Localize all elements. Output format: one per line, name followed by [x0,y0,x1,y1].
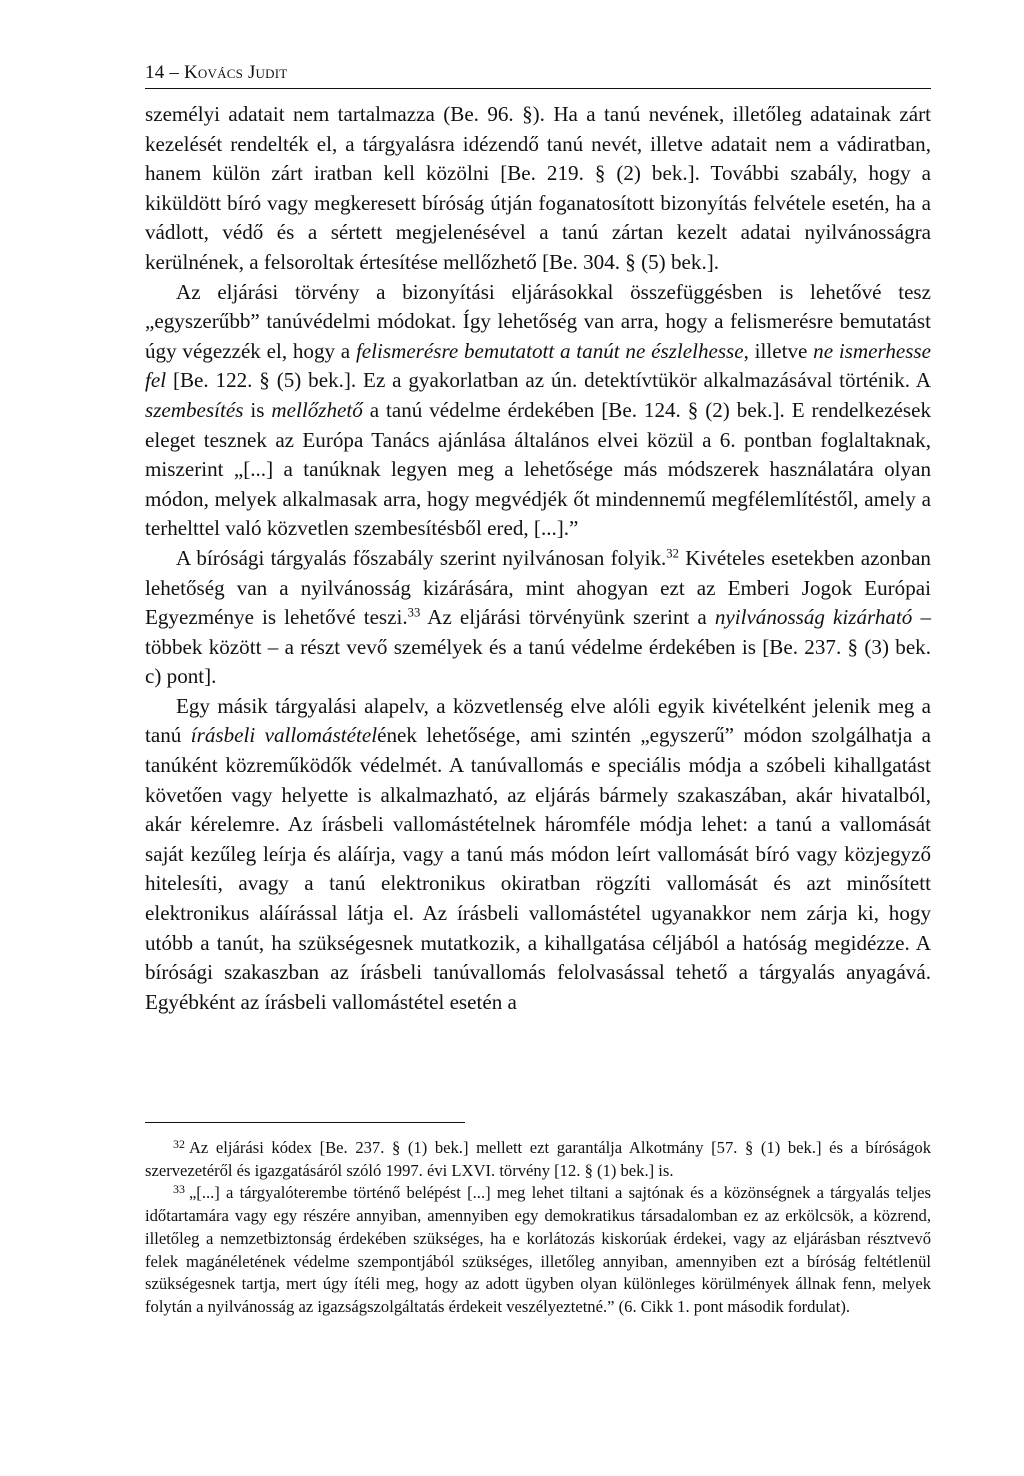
footnote-text: „[...] a tárgyalóterembe történő belépést [...] meg lehet tiltani a sajtónak és a közönségnek a tárgyalás teljes időtartamára vagy egy részére annyiban, amennyiben egy demokratikus társadalomban ez az erkölcsök, a közrend, illetőleg a nemzetbiztonság érdekében szükséges, ha e korlátozás kiskorúak érdekei, vagy az eljárásban résztvevő felek magánéletének védelme szempontjából szükséges, illetőleg annyiban, amennyiben ezt a bíróság feltétlenül szükségesnek tartja, mert úgy ítéli meg, hogy az adott ügyben olyan különleges körülmények állnak fenn, melyek folytán a nyilvánosság az igazságszolgáltatás érdekeit veszélyeztetné.” (6. Cikk 1. pont második fordulat). [145,1183,931,1316]
footnote-divider [145,1122,465,1123]
italic-run: szembesítés [145,397,244,422]
text-run: A bírósági tárgyalás főszabály szerint nyilvánosan folyik. [176,545,667,570]
author-name: Kovács Judit [184,62,288,83]
italic-run: ne ismerhesse fel [145,338,932,393]
paragraph [145,544,931,692]
text-run: személyi adatait nem tartalmazza (Be. 96. §). Ha a tanú nevének, illetőleg adatainak zárt kezelését rendelték el, a tárgyalásra idézendő tanú nevét, illetve adatait nem a vádiratban, hanem külön zárt iratban kell közölni [Be. 219. § (2) bek.]. További szabály, hogy a kiküldött bíró vagy megkeresett bíróság útján foganatosított bizonyítás felvétele esetén, ha a vádlott, védő és a sértett megjelenésével a tanú zártan kezelt adatai nyilvánosságra kerülnének, a felsoroltak értesítése mellőzhető [Be. 304. § (5) bek.]. [145,102,931,274]
paragraph [145,692,931,1018]
paragraph [145,278,931,544]
footnote-number: 32 [173,1136,185,1151]
header-separator: – [164,62,185,83]
text-run: a tanú védelme érdekében [Be. 124. § (2) bek.]. E rendelkezések eleget tesznek az Európa Tanács ajánlása általános elvei közül a 6. pontban foglaltaknak, miszerint „[...] a tanúknak legyen meg a lehetősége más módszerek használatára olyan módon, melyek alkalmasak arra, hogy megvédjék őt mindennemű megfélemlítéstől, amely a terhelttel való közvetlen szembesítésből ered, [...].” [145,397,932,541]
footnotes [145,1137,931,1319]
footnote [145,1182,931,1318]
running-head-text [145,62,287,84]
footnote-text: Az eljárási kódex [Be. 237. § (1) bek.] mellett ezt garantálja Alkotmány [57. § (1) bek.] és a bíróságok szervezetéről és igazgatásáról szóló 1997. évi LXVI. törvény [12. § (1) bek.] is. [145,1138,931,1180]
text-run: , illetve [743,338,814,363]
text-run: Egy másik tárgyalási alapelv, a közvetlenség elve alóli egyik kivételként jelenik meg a tanú [145,693,931,748]
text-run: [Be. 122. § (5) bek.]. Ez a gyakorlatban az ún. detektívtükör alkalmazásával történik. A [166,368,931,393]
text-run: – többek között – a részt vevő személyek és a tanú védelme érdekében is [Be. 237. § (3) bek. c) pont]. [145,605,931,689]
italic-run: felismerésre bemutatott a tanút ne észlelhesse [355,338,744,363]
text-run: Kivételes esetekben azonban lehetőség van a nyilvánosság kizárására, mint ahogyan ezt az Emberi Jogok Európai Egyezménye is lehetővé teszi. [145,545,931,630]
paragraph [145,100,931,278]
italic-run: nyilvánosság kizárható [714,605,913,630]
footnote-number: 33 [173,1182,185,1197]
footnote [145,1137,931,1182]
page-number: 14 [145,62,165,83]
text-run: Az eljárási törvényünk szerint a [420,605,715,630]
main-text [145,100,931,1017]
italic-run: írásbeli vallomástétel [190,723,378,748]
running-header [145,58,931,89]
footnote-ref: 32 [666,546,679,561]
text-run: is [243,397,272,422]
text-run: Az eljárási törvény a bizonyítási eljárásokkal összefüggésben is lehetővé tesz „egyszerűbb” tanúvédelmi módokat. Így lehetőség van arra, hogy a felismerésre bemutatást úgy végezzék el, hogy a [145,279,931,363]
italic-run: mellőzhető [271,397,363,422]
footnote-ref: 33 [407,605,421,620]
text-run: ének lehetősége, ami szintén „egyszerű” módon szolgálhatja a tanúként közreműködők védelmét. A tanúvallomás e speciális módja a szóbeli kihallgatást követően vagy helyette is alkalmazható, az eljárás bármely szakaszában, akár hivatalból, akár kérelemre. Az írásbeli vallomástételnek háromféle módja lehet: a tanú a vallomását saját kezűleg leírja és aláírja, vagy a tanú más módon leírt vallomását bíró vagy közjegyző hitelesíti, avagy a tanú elektronikus okiratban rögzíti vallomását és azt minősített elektronikus aláírással látja el. Az írásbeli vallomástétel ugyanakkor nem zárja ki, hogy utóbb a tanút, ha szükségesnek mutatkozik, a kihallgatása céljából a hatóság megidézze. A bírósági szakaszban az írásbeli tanúvallomás felolvasással tehető a tárgyalás anyagává. Egyébként az írásbeli vallomástétel esetén a [145,723,931,1014]
